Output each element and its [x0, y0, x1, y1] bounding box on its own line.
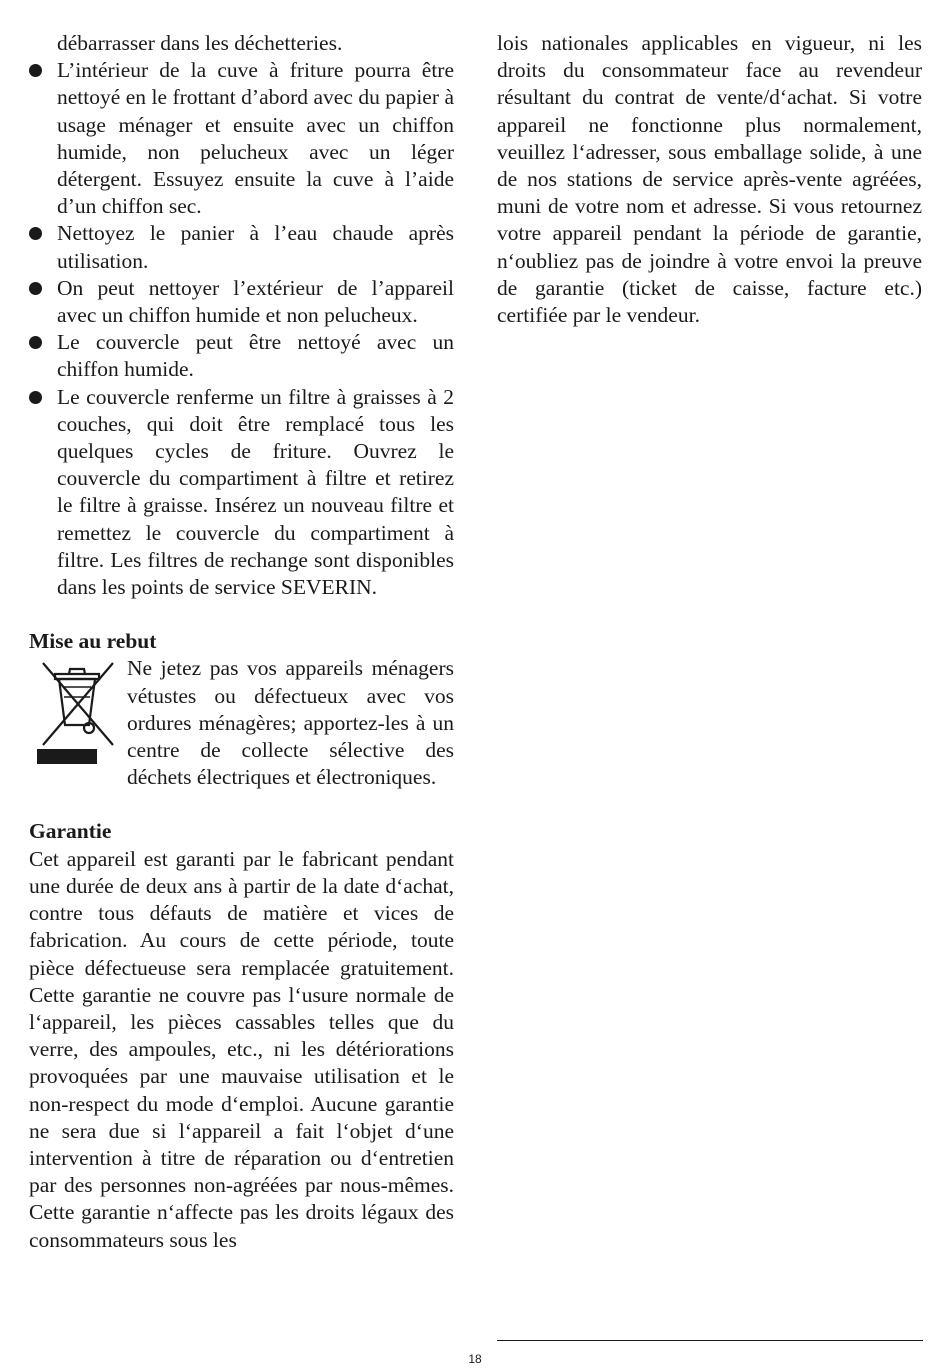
- right-column: [497, 30, 922, 329]
- bullet-icon: [29, 64, 42, 77]
- list-item-text: Nettoyez le panier à l’eau chaude après utilisation.: [57, 221, 454, 273]
- footer-divider: [497, 1340, 923, 1341]
- list-item: [29, 275, 454, 329]
- cleaning-instructions-list: [29, 57, 454, 601]
- disposal-text: Ne jetez pas vos appareils ménagers vétustes ou défectueux avec vos ordures ménagères; apportez-les à un centre de collecte sélective des déchets électriques et électroniques.: [127, 656, 454, 790]
- bullet-icon: [29, 336, 42, 349]
- disposal-heading: Mise au rebut: [29, 629, 157, 654]
- list-item: [29, 220, 454, 274]
- list-item: [29, 329, 454, 383]
- bullet-icon: [29, 391, 42, 404]
- bullet-icon: [29, 227, 42, 240]
- list-item-text: L’intérieur de la cuve à friture pourra être nettoyé en le frottant d’abord avec du papier à usage ménager et ensuite avec un chiffon humide, non pelucheux avec un léger détergent. Essuyez ensuite la cuve à l’aide d’un chiffon sec.: [57, 58, 454, 219]
- guarantee-heading: Garantie: [29, 819, 112, 844]
- disposal-section: [29, 655, 454, 791]
- guarantee-text: Cet appareil est garanti par le fabricant pendant une durée de deux ans à partir de la date d‘achat, contre tous défauts de matière et vices de fabrication. Au cours de cette période, toute pièce défectueuse sera remplacée gratuitement. Cette garantie ne couvre pas l‘usure normale de l‘appareil, les pièces cassables telles que du verre, des ampoules, etc., ni les détériorations provoquées par une mauvaise utilisation et le non-respect du mode d‘emploi. Aucune garantie ne sera due si l‘appareil a fait l‘objet d‘une intervention à titre de réparation ou d‘entretien par des personnes non-agréées par nous-mêmes. Cette garantie n‘affecte pas les droits légaux des consommateurs sous les: [29, 846, 454, 1252]
- guarantee-continuation: lois nationales applicables en vigueur, ni les droits du consommateur face au revendeur résultant du contrat de vente/d‘achat. Si votre appareil ne fonctionne plus normalement, veuillez l‘adresser, sous emballage solide, à une de nos stations de service après-vente agréées, muni de votre nom et adresse. Si vous retournez votre appareil pendant la période de garantie, n‘oubliez pas de joindre à votre envoi la preuve de garantie (ticket de caisse, facture etc.) certifiée par le vendeur.: [497, 31, 922, 328]
- list-item-text: On peut nettoyer l’extérieur de l’appareil avec un chiffon humide et non pelucheux.: [57, 275, 454, 328]
- left-column: [29, 30, 454, 1254]
- crossed-out-wheelie-bin-icon: [29, 657, 127, 767]
- page-number: 18: [468, 1352, 482, 1366]
- list-item: [29, 57, 454, 220]
- list-item: [29, 384, 454, 602]
- intro-continuation: débarrasser dans les déchetteries.: [57, 31, 343, 55]
- list-item-text: Le couvercle peut être nettoyé avec un chiffon humide.: [57, 330, 454, 382]
- list-item-text: Le couvercle renferme un filtre à graisses à 2 couches, qui doit être remplacé tous les quelques cycles de friture. Ouvrez le couvercle du compartiment à filtre et retirez le filtre à graisse. Insérez un nouveau filtre et remettez le couvercle du compartiment à filtre. Les filtres de rechange sont disponibles dans les points de service SEVERIN.: [57, 384, 454, 600]
- bullet-icon: [29, 282, 42, 295]
